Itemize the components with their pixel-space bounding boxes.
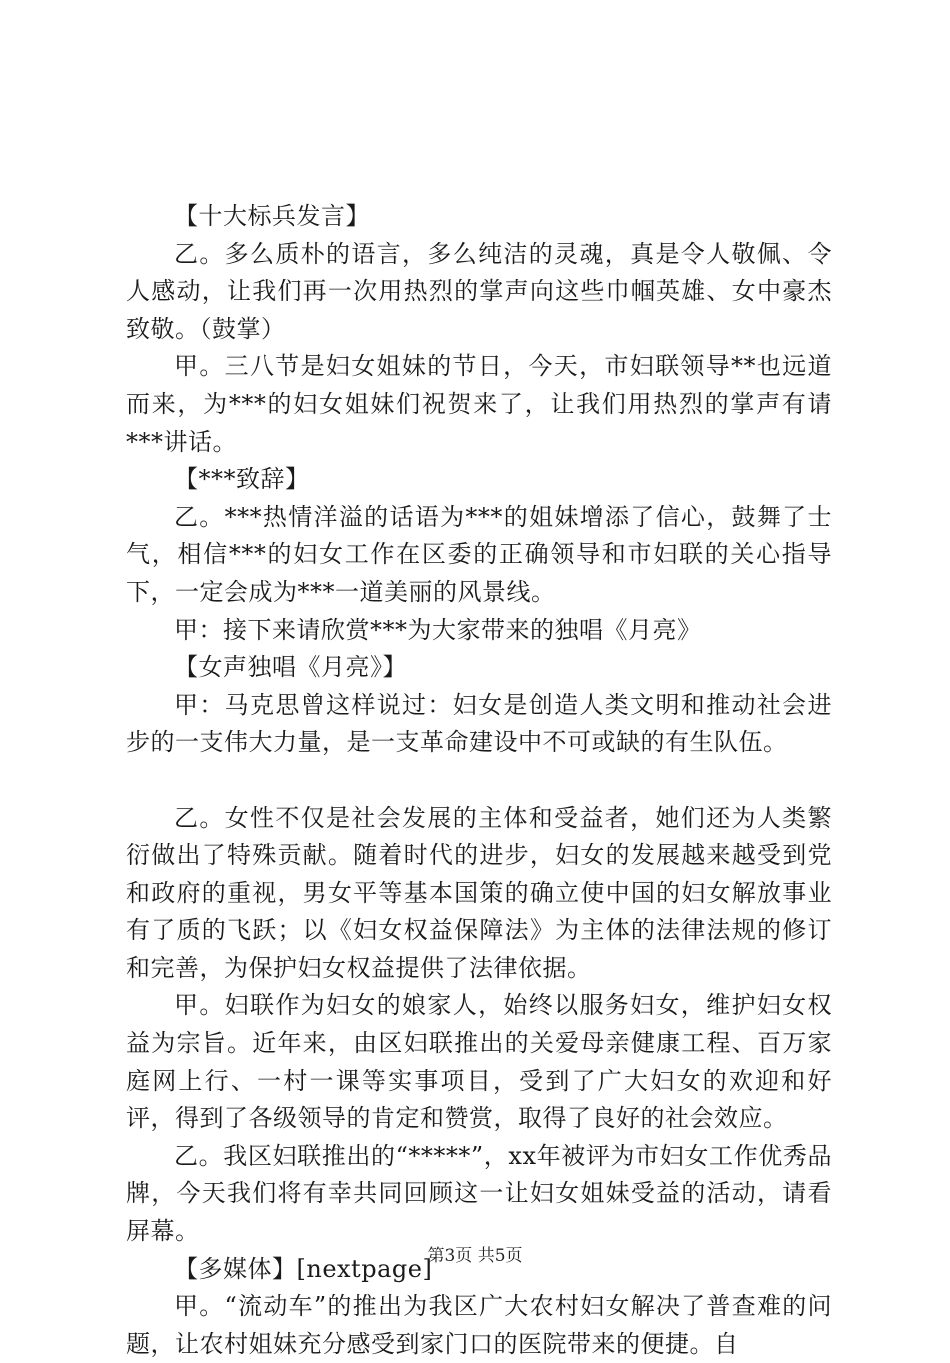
paragraph-section-heading: 【***致辞】 [174, 465, 310, 494]
paragraph-section-heading: 【女声独唱《月亮》】 [174, 653, 407, 682]
paragraph: 甲。“流动车”的推出为我区广大农村妇女解决了普查难的问题，让农村姐妹充分感受到家门口的医院带来的便捷。自 [126, 1292, 832, 1358]
paragraph: 甲：接下来请欣赏***为大家带来的独唱《月亮》 [174, 615, 702, 644]
paragraph: 甲。三八节是妇女姐妹的节日，今天，市妇联领导**也远道而来，为***的妇女姐妹们祝贺来了，让我们用热烈的掌声有请***讲话。 [126, 352, 832, 456]
paragraph: 甲。妇联作为妇女的娘家人，始终以服务妇女，维护妇女权益为宗旨。近年来，由区妇联推出的关爱母亲健康工程、百万家庭网上行、一村一课等实事项目，受到了广大妇女的欢迎和好评，得到了各级领导的肯定和赞赏，取得了良好的社会效应。 [126, 991, 832, 1133]
paragraph: 乙。***热情洋溢的话语为***的姐妹增添了信心，鼓舞了士气，相信***的妇女工作在区委的正确领导和市妇联的关心指导下，一定会成为***一道美丽的风景线。 [126, 502, 832, 606]
document-body [126, 198, 832, 1363]
paragraph: 甲：马克思曾这样说过：妇女是创造人类文明和推动社会进步的一支伟大力量，是一支革命建设中不可或缺的有生队伍。 [126, 690, 832, 757]
page-number-footer: 第3页 共5页 [427, 1246, 523, 1266]
paragraph: 乙。多么质朴的语言，多么纯洁的灵魂，真是令人敬佩、令人感动，让我们再一次用热烈的掌声向这些巾帼英雄、女中豪杰致敬。（鼓掌） [126, 239, 832, 343]
paragraph-section-heading: 【多媒体】[nextpage] [174, 1254, 433, 1283]
paragraph: 乙。我区妇联推出的“*****”，xx年被评为市妇女工作优秀品牌，今天我们将有幸共同回顾这一让妇女姐妹受益的活动，请看屏幕。 [126, 1141, 832, 1246]
paragraph-section-heading: 【十大标兵发言】 [174, 202, 370, 230]
paragraph: 乙。女性不仅是社会发展的主体和受益者，她们还为人类繁衍做出了特殊贡献。随着时代的进步，妇女的发展越来越受到党和政府的重视，男女平等基本国策的确立使中国的妇女解放事业有了质的飞跃；以《妇女权益保障法》为主体的法律法规的修订和完善，为保护妇女权益提供了法律依据。 [126, 803, 832, 982]
